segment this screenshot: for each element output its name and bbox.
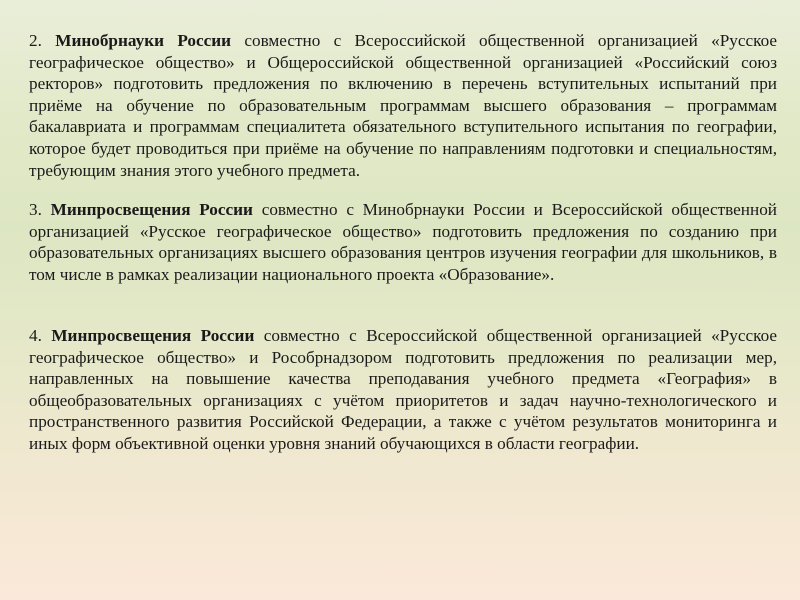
paragraph-number: 3. — [29, 200, 42, 219]
paragraph-4 — [29, 325, 777, 455]
paragraph-text: совместно с Минобрнауки России и Всероссийской общественной организацией «Русское географическое общество» подготовить предложения по созданию при образовательных организациях высшего образования центров изучения географии для школьников, в том числе в рамках реализации национального проекта «Образование». — [29, 200, 777, 284]
bold-subject: Минпросвещения России — [50, 200, 253, 219]
bold-subject: Минпросвещения России — [51, 326, 255, 345]
paragraph-text: совместно с Всероссийской общественной организацией «Русское географическое общество» и Общероссийской общественной организацией «Российский союз ректоров» подготовить предложения по включению в перечень вступительных испытаний при приёме на обучение по образовательным программам высшего образования – программам бакалавриата и программам специалитета обязательного вступительного испытания по географии, которое будет проводиться при приёме на обучение по направлениям подготовки и специальностям, требующим знания этого учебного предмета. — [29, 31, 778, 180]
paragraph-2 — [29, 30, 777, 181]
paragraph-number: 4. — [29, 326, 42, 345]
paragraph-3 — [29, 199, 777, 285]
bold-subject: Минобрнауки России — [55, 31, 232, 50]
paragraph-number: 2. — [29, 31, 42, 50]
paragraph-text: совместно с Всероссийской общественной организацией «Русское географическое общество» и Рособрнадзором подготовить предложения по реализации мер, направленных на повышение качества преподавания учебного предмета «География» в общеобразовательных организациях с учётом приоритетов и задач научно-технологического и пространственного развития Российской Федерации, а также с учётом результатов мониторинга и иных форм объективной оценки уровня знаний обучающихся в области географии. — [29, 326, 777, 453]
